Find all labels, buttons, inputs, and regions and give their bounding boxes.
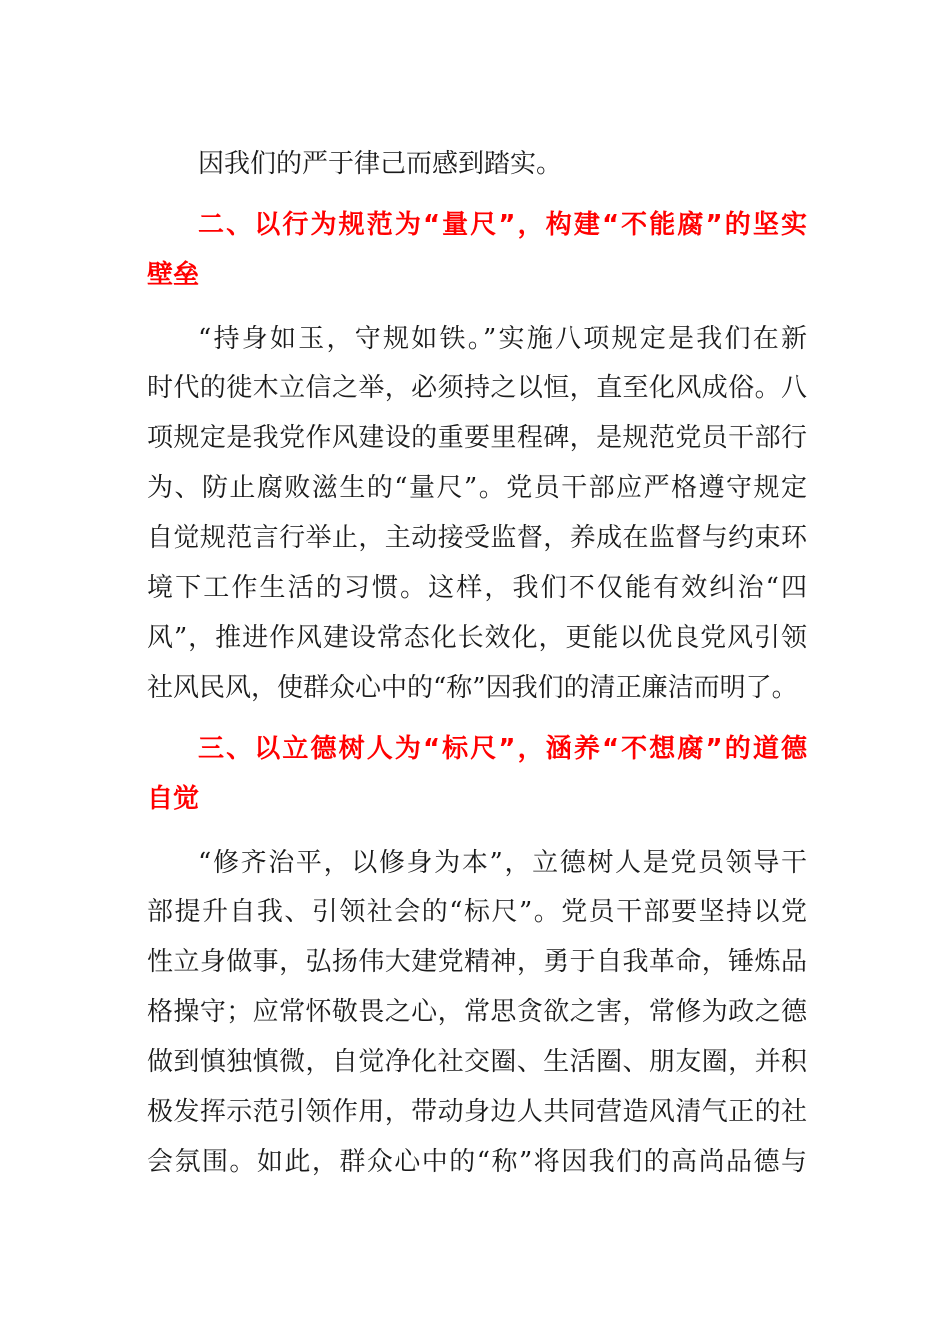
section-heading-3-continued: 自觉 (147, 784, 200, 814)
paragraph-line: 时代的徙木立信之举，必须持之以恒，直至化风成俗。八 (147, 373, 807, 403)
paragraph-line: 做到慎独慎微，自觉净化社交圈、生活圈、朋友圈，并积 (147, 1047, 807, 1077)
paragraph-line: 自觉规范言行举止，主动接受监督，养成在监督与约束环 (147, 523, 807, 553)
paragraph-line: 性立身做事，弘扬伟大建党精神，勇于自我革命，锤炼品 (147, 947, 807, 977)
paragraph-line: 项规定是我党作风建设的重要里程碑，是规范党员干部行 (147, 423, 807, 453)
paragraph-line: “持身如玉，守规如铁。”实施八项规定是我们在新 (198, 324, 807, 354)
section-heading-2-continued: 壁垒 (147, 260, 200, 290)
paragraph-line: 境下工作生活的习惯。这样，我们不仅能有效纠治“四 (147, 573, 807, 603)
paragraph-line: 部提升自我、引领社会的“标尺”。党员干部要坚持以党 (147, 897, 807, 927)
paragraph-line: 极发挥示范引领作用，带动身边人共同营造风清气正的社 (147, 1097, 807, 1127)
section-heading-3: 三、以立德树人为“标尺”，涵养“不想腐”的道德 (198, 734, 807, 764)
paragraph-line: 会氛围。如此，群众心中的“称”将因我们的高尚品德与 (147, 1147, 807, 1177)
paragraph-line: 为、防止腐败滋生的“量尺”。党员干部应严格遵守规定 (147, 473, 807, 503)
paragraph-line: 因我们的严于律己而感到踏实。 (198, 149, 563, 179)
paragraph-line: 风”，推进作风建设常态化长效化，更能以优良党风引领 (147, 623, 807, 653)
paragraph-line: 格操守；应常怀敬畏之心，常思贪欲之害，常修为政之德 (147, 997, 807, 1027)
section-heading-2: 二、以行为规范为“量尺”，构建“不能腐”的坚实 (198, 210, 807, 240)
paragraph-line: “修齐治平，以修身为本”，立德树人是党员领导干 (198, 848, 807, 878)
paragraph-line: 社风民风，使群众心中的“称”因我们的清正廉洁而明了。 (147, 673, 798, 703)
